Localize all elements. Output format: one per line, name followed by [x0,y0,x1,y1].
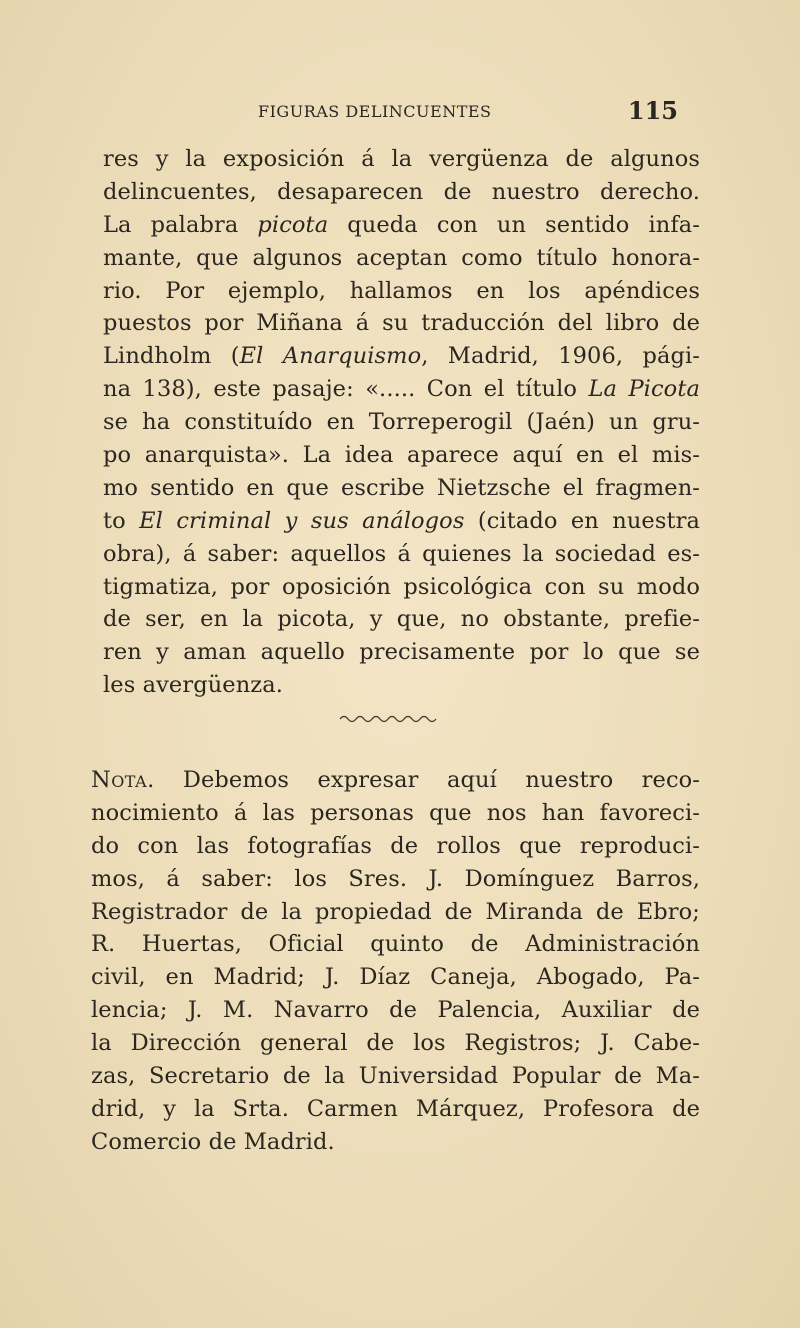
paragraph-line [103,439,700,472]
text-run: mos, á saber: los Sres. J. Domínguez Barros, [91,865,700,892]
note-line [91,764,700,797]
paragraph-line [103,669,700,702]
page-header [103,96,678,132]
italic-text: La Picota [588,376,700,403]
text-run: puestos por Miñana á su traducción del libro de [103,310,700,337]
note-line [91,928,700,961]
paragraph-line [103,505,700,538]
text-run: . Debemos expresar aquí nuestro reco- [147,767,700,793]
text-run: po anarquista». La idea aparece aquí en el mis- [103,442,700,469]
italic-text: El criminal y sus análogos [139,507,465,534]
text-run: (citado en nuestra [464,507,700,534]
paragraph-line [103,307,700,340]
note-line [91,994,700,1027]
paragraph-line [103,143,700,176]
text-run: les avergüenza. [103,672,284,699]
text-run: Comercio de Madrid. [91,1128,335,1155]
text-run: mo sentido en que escribe Nietzsche el fragmen- [103,474,700,501]
note-line [91,1060,700,1093]
paragraph-line [103,373,700,406]
text-run: to [103,507,140,534]
text-run: obra), á saber: aquellos á quienes la sociedad es- [103,540,700,567]
note-line [91,896,700,929]
main-paragraph [103,143,700,702]
paragraph-line [103,603,700,636]
note-line [91,1027,700,1060]
paragraph-line [103,636,700,669]
text-run: de ser, en la picota, y que, no obstante, prefie- [103,606,700,633]
text-run: na 138), este pasaje: «..... Con el título [103,376,589,403]
paragraph-line [103,538,700,571]
text-run: ren y aman aquello precisamente por lo que se [103,639,700,666]
paragraph-line [103,275,700,308]
text-run: tigmatiza, por oposición psicológica con su modo [103,573,700,600]
text-run: res y la exposición á la vergüenza de algunos [103,146,700,172]
text-run: nocimiento á las personas que nos han favoreci- [91,799,700,826]
text-run: do con las fotografías de rollos que reproduci- [91,832,700,859]
text-run: Lindholm ( [103,343,240,370]
wavy-rule-ornament-icon [338,712,438,726]
note-line [91,797,700,830]
acknowledgement-note [91,764,700,1159]
text-run: R. Huertas, Oficial quinto de Administración [91,931,700,958]
note-line [91,863,700,896]
text-run: mante, que algunos aceptan como título honora- [103,244,700,271]
text-run: , Madrid, 1906, pági- [421,343,700,370]
paragraph-line [103,406,700,439]
text-run: zas, Secretario de la Universidad Popular de Ma- [91,1063,700,1090]
paragraph-line [103,340,700,373]
text-run: la Dirección general de los Registros; J. Cabe- [91,1030,700,1057]
note-line [91,1126,700,1159]
running-title: FIGURAS DELINCUENTES [258,102,492,121]
paragraph-line [103,571,700,604]
note-line [91,830,700,863]
paragraph-line [103,242,700,275]
text-run: La palabra [103,211,258,238]
text-run: rio. Por ejemplo, hallamos en los apéndices [103,277,700,304]
text-run: lencia; J. M. Navarro de Palencia, Auxiliar de [91,997,700,1024]
paragraph-line [103,209,700,242]
note-line [91,961,700,994]
note-label: Nota [91,767,148,793]
paragraph-line [103,176,700,209]
text-run: civil, en Madrid; J. Díaz Caneja, Abogado, Pa- [91,964,700,991]
text-run: Registrador de la propiedad de Miranda de Ebro; [91,898,700,925]
italic-text: picota [257,211,329,238]
paragraph-line [103,472,700,505]
note-line [91,1093,700,1126]
italic-text: El Anarquismo [239,343,422,370]
text-run: se ha constituído en Torreperogil (Jaén) un gru- [103,409,700,436]
text-run: queda con un sentido infa- [328,211,700,238]
text-run: delincuentes, desaparecen de nuestro derecho. [103,178,700,205]
text-run: drid, y la Srta. Carmen Márquez, Profesora de [91,1095,700,1122]
page-number: 115 [627,96,678,125]
